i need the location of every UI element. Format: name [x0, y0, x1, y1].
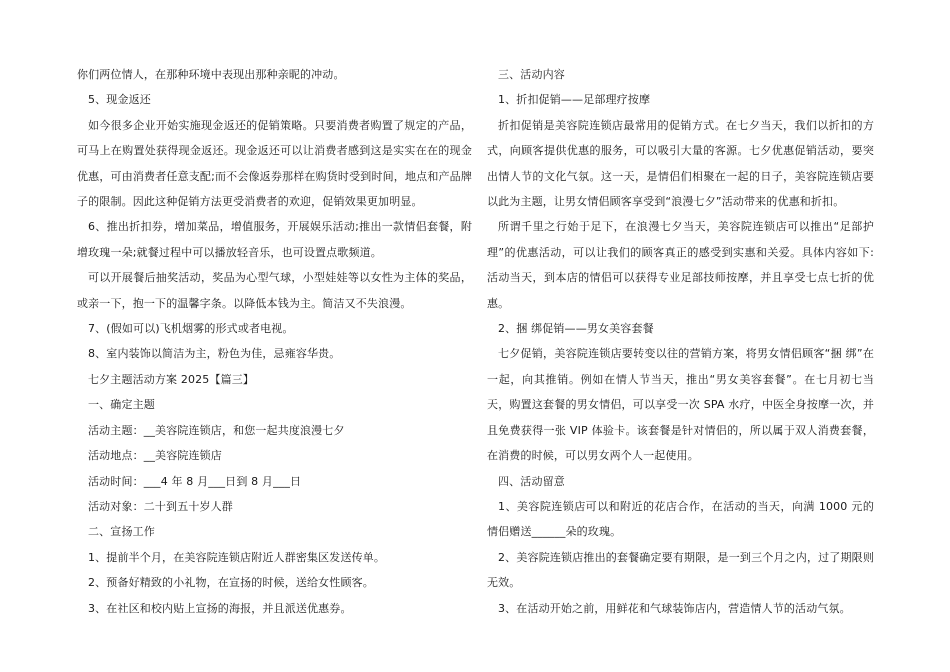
subsection-heading: 2、捆 绑促销——男女美容套餐 — [498, 322, 654, 336]
paragraph: 8、室内装饰以简洁为主，粉色为佳，忌雍容华贵。 — [88, 347, 341, 361]
paragraph: 2、预备好精致的小礼物，在宣扬的时候，送给女性顾客。 — [88, 576, 374, 590]
paragraph: 活动主题：__美容院连锁店，和您一起共度浪漫七夕 — [88, 423, 345, 437]
paragraph: 7、(假如可以)飞机烟雾的形式或者电视。 — [88, 322, 294, 336]
paragraph: 七夕促销，美容院连锁店要转变以往的营销方案，将男女情侣顾客“捆 绑”在一起，向其推销。例如在情人节当天，推出“男女美容套餐”。在七月初七当天，购置这套餐的男女情侣，可以享受一次 SPA 水疗，中医全身按摩一次，并且免费获得一张 VIP 体验卡。该套餐是针对情侣的，所以属于双人消费套餐，在消费的时候，可以男女两个人一起使用。 — [487, 347, 874, 463]
paragraph: 如今很多企业开始实施现金返还的促销策略。只要消费者购置了规定的产品，可马上在购置处获得现金返还。现金返还可以让消费者感到这是实实在在的现金优惠，可由消费者任意支配;而不会像返券那样在购货时受到时间，地点和产品牌子的限制。因此这种促销方法更受消费者的欢迎，促销效果更加明显。 — [77, 118, 472, 209]
paragraph: 1、提前半个月，在美容院连锁店附近人群密集区发送传单。 — [88, 550, 386, 564]
section-heading: 四、活动留意 — [498, 474, 565, 488]
section-heading: 二、宣扬工作 — [88, 525, 155, 539]
paragraph: 2、美容院连锁店推出的套餐确定要有期限，是一到三个月之内，过了期限则无效。 — [487, 550, 874, 590]
paragraph: 可以开展餐后抽奖活动，奖品为心型气球，小型娃娃等以女性为主体的奖品，或亲一下，抱一下的温馨字条。以降低本钱为主。简洁又不失浪漫。 — [77, 271, 472, 310]
paragraph: 活动对象：二十到五十岁人群 — [88, 499, 233, 513]
paragraph: 3、在社区和校内贴上宣扬的海报，并且派送优惠券。 — [88, 601, 352, 615]
paragraph: 1、美容院连锁店可以和附近的花店合作，在活动的当天，向满 1000 元的情侣赠送______朵的玫瑰。 — [487, 499, 874, 539]
section-heading: 三、活动内容 — [498, 68, 565, 81]
right-column — [487, 62, 874, 621]
subsection-heading: 1、折扣促销——足部理疗按摩 — [498, 93, 651, 107]
paragraph: 你们两位情人，在那种环境中表现出那种亲昵的冲动。 — [77, 68, 345, 81]
left-column — [77, 62, 472, 621]
paragraph: 折扣促销是美容院连锁店最常用的促销方式。在七夕当天，我们以折扣的方式，向顾客提供优惠的服务，可以吸引大量的客源。七夕优惠促销活动，要突出情人节的文化气氛。这一天，是情侣们相聚在一起的日子，美容院连锁店要以此为主题，让男女情侣顾客享受到“浪漫七夕”活动带来的优惠和折扣。 — [487, 118, 874, 209]
section-heading: 一、确定主题 — [88, 398, 155, 412]
paragraph: 活动地点：__美容院连锁店 — [88, 449, 222, 463]
paragraph: 所谓千里之行始于足下，在浪漫七夕当天，美容院连锁店可以推出“足部护理”的优惠活动，可以让我们的顾客真正的感受到实惠和关爱。具体内容如下:活动当天，到本店的情侣可以获得专业足部技师按摩，并且享受七点七折的优惠。 — [487, 220, 874, 310]
paragraph: 3、在活动开始之前，用鲜花和气球装饰店内，营造情人节的活动气氛。 — [498, 601, 851, 615]
paragraph: 活动时间：___4 年 8 月___日到 8 月___日 — [88, 474, 302, 488]
paragraph: 6、推出折扣券，增加菜品，增值服务，开展娱乐活动;推出一款情侣套餐，附增玫瑰一朵;就餐过程中可以播放轻音乐，也可设置点歌频道。 — [77, 220, 472, 259]
document-section-title: 七夕主题活动方案 2025【篇三】 — [88, 372, 255, 386]
section-heading: 5、现金返还 — [88, 93, 151, 107]
